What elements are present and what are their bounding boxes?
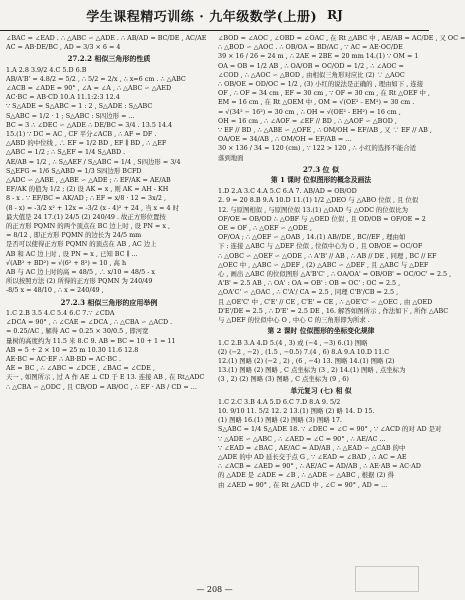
answer-line: AE = BC , ∴ ∠ABC = ∠DCE , ∠BAC = ∠CDE , <box>6 364 155 373</box>
watermark-logo <box>355 566 419 592</box>
answer-line: 8 - x . ∵ EF/BC = AK/AD ; ∴ EF = x/8 · 12 = 3x/2 , <box>6 194 166 203</box>
answer-line: OE = OF , ∴ △OEF ∽ △ODE , <box>218 224 312 233</box>
answer-line: 10. 9/10 11. 5/2 12. 2 13.(1) 图略 (2) 略 14. D 15. <box>218 406 375 415</box>
answer-line: A'B' = 2.5 AB , ∴ OA' : OA = OB' : OB = OC' : OC = 2.5 , <box>218 279 401 288</box>
answer-line: 1.C 2.C 3.B 4.A 5.D 6.C 7.D 8.A 9. 5/2 <box>218 397 341 406</box>
answer-line: 是否可以使得正方形 PQMN 的顶点在 AB , AC 边上 <box>6 240 157 249</box>
answer-line: S△EFG = 1/6 S△ABD = 1/3 S四边形 BCFD <box>6 166 142 175</box>
answer-line: 下 : 连接 △ABC 与 △DEF 位似 , 位似中心为 O , 且 OB/OE = OC/OF <box>218 242 423 251</box>
answer-line: ∠DCA = 90° , ∴ ∠CAE = ∠DCA , ∴ △CBA ∽ △ACD . <box>6 318 173 327</box>
answer-line: EF/AK 的值为 1/2 ; (2) 设 AK = x , 则 AK = AH - KH <box>6 185 169 194</box>
section-heading: 第 2 课时 位似图形的坐标变化规律 <box>267 327 375 336</box>
answer-line: ∴ ∠ACB = ∠AED = 90° , ∴ AE/AC = AD/AB , ∴ AE·AB = AC·AD <box>218 462 421 471</box>
left-column <box>6 34 212 569</box>
answer-line: EM = 16 cm , 在 Rt △OEM 中 , OM = √(OE² - EM²) = 30 cm . <box>218 98 415 107</box>
answer-line: △OA'C' ∽ △OAC , ∴ C'A'/ CA = 2.5 , 同理 C'B'/CB = 2.5 , <box>218 288 399 297</box>
page-number-text: 208 <box>206 585 223 594</box>
answer-line: 且 △OE'C' 中 , C'E' // CE , C'E' = CE , ∴ △OE'C' ∽ △OEC , 由 △OED <box>218 297 433 306</box>
answer-line: AB 与 AC 边上时的高 = 48/5 , ∴ x/10 = 48/5 - x <box>6 268 156 277</box>
answer-line: 最大值是 24 17.(1) 24/5 (2) 240/49 . 故正方形位置按 <box>6 212 166 221</box>
answer-line: AB/A'B' = 4.8/2 = 5/2 , ∴ 5/2 = 2/x , ∴ x=6 cm . ∴ △ABC <box>6 74 186 83</box>
answer-line: 30 × 136 / 34 = 120 (cm) , ∵ 122 > 120 , ∴ 小红的选择不能合适 <box>218 144 417 153</box>
answer-line: (3 , 2) (2) 图略 (3) 图略 , C 点坐标为 (9 , 6) <box>218 375 349 384</box>
answer-line: -8/5 x = 48/10 , ∴ x = 240/49 , <box>6 286 104 295</box>
answer-line: 由 ∠AED = 90° , 在 Rt △ACD 中 , ∠C = 90° , AD = ... <box>218 480 388 489</box>
answer-line: OF , ∴ OF = 34 cm , EF = 30 cm , ∵ OF = 30 cm , 在 Rt △OEF 中 , <box>218 89 430 98</box>
answer-line: △OEC 中 , △ABC ∽ △DEF , (2) △ABC ∽ △DEF , 且 △ABC 与 △DEF <box>218 260 429 269</box>
answer-line: ∵ ∠EAD = ∠BAC , AE/AC = AD/AB , ∴ △EAD ∽ △CAB 的中 <box>218 443 406 452</box>
answer-line: 13.(1) 图略 (2) 图略 , C 点坐标为 (3 , 2) 14.(1) 图略 , 点坐标为 <box>218 366 406 375</box>
answer-line: △ADC ∽ △ABE , △ABE ∽ △ADE ; ∴ EF/AK = AE/AB <box>6 176 171 185</box>
answer-line: √(AB² + BD²) = √(6² + 8²) = 10 , 高 h <box>6 258 127 267</box>
page-number: — 208 — <box>196 585 233 594</box>
answer-line: = 0.25/AC , 解得 AC = 0.25 × 30/0.5 , 即河宽 <box>6 327 149 336</box>
answer-line: 落到地面 <box>218 153 244 162</box>
answer-line: ∠BAC = ∠EAD . ∴ △ABC ∽ △ADE . ∴ AB/AD = BC/DE , AC/AE <box>6 34 207 42</box>
answer-line: 12. 与原图相似 , 与原图位似 13.(1) △OAD 与 △ODC 的位似比为 <box>218 205 408 214</box>
answer-line: ∵ EF // BD , ∴ △ABE ∽ △OFE , ∴ OM/OH = EF/AB , 又 ∵ EF // AB , <box>218 126 432 135</box>
answer-line: 39 × 16 / 26 = 24 m , ∴ 2AE = 2BE = 20 mm 14.(1) ∵ OM = 1 <box>218 52 419 61</box>
answer-line: 1.C 2.B 3.A 4.D 5.(4 , 3) 或 (−4 , −3) 6.(1) 图略 <box>218 338 368 347</box>
answer-line: AE·BC = AC·EF ∴ AB·BD = AC·BC . <box>6 354 122 363</box>
answer-line: (8 - x) = -3/2 x² + 12x = -3/2 (x - 4)² + 24 , 当 x = 4 时 <box>6 203 179 212</box>
section-heading: 27.2.3 相似三角形的应用举例 <box>60 297 158 307</box>
answer-line: = 8/12 , 即正方形 PQMN 的边长为 24/5 mm <box>6 231 142 240</box>
answer-line: ∵ △ADE ∽ △ABC , ∴ ∠AED = ∠C = 90° , ∴ AE/AC ... <box>218 434 386 443</box>
answer-line: OA/OE = 34/AB , ∴ OM/OH = EF/AB = ... <box>218 135 352 144</box>
answer-line: 1.A 2.8 3.9/2 4.C 5.D 6.B <box>6 65 87 74</box>
answer-line: ∴ OB/OE = OD/OC = 1/2 , (3) 小红的说法是正确的 , 理由如下 , 连接 <box>218 80 424 89</box>
answer-line: △ABD 的中位线 , ∴ EF = 1/2 BD , EF ∥ BD , ∴ △EF <box>6 139 167 148</box>
section-heading: 单元复习 (七) 相 似 <box>290 386 352 395</box>
answer-line: ∠ACB = ∠ADE = 90° , ∠A = ∠A , ∴ △ABC ∽ △AED <box>6 84 172 93</box>
answer-line: 的 △ADE 是 ∠ADE = ∠B , ∴ △ADE ∽ △ABC , 根据 (2) 得 <box>218 471 394 480</box>
answer-line: 量树的高度约为 11.5 米 8.C 9. AB = BC = 10 + 1 = 11 <box>6 336 176 345</box>
answer-line: △ADE 的中 AD 延长交于点 G , ∵ ∠EAD = ∠BAD , ∴ AC = AE <box>218 452 407 461</box>
answer-line: ∴ △BOD ∽ △AOC . ∴ OB/OA = BD/AC , ∵ AC = AE·OC/DE <box>218 43 403 52</box>
answer-line: OA = OB = 1/2 AB , ∴ OA/OB = OC/OD = 1/2 , ∴ ∠AOC = <box>218 61 404 70</box>
answer-line: △ABC = 1/2 ; ∴ S△EF = 1/4 S△ABD . <box>6 148 126 157</box>
answer-line: 的正方形 PQMN 的两个顶点在 BC 边上时 , 设 PN = x , <box>6 222 171 231</box>
answer-line: AE/AB = 1/2 , ∴ S△AEF / S△ABC = 1/4 , S四边形 = 3/4 <box>6 157 181 166</box>
answer-line: ∴ △CBA ∽ △ODC , 且 CB/OD = AB/OC , ∴ EF · AB / CD = ... <box>6 382 197 391</box>
section-heading: 第 1 课时 位似图形的概念及画法 <box>270 176 372 185</box>
answer-line: (1) 图略 16.(1) 图略 (2) 图略 (3) 图略 17. <box>218 416 342 425</box>
answer-line: AC = AB·DE/BC , AD = 3/3 × 6 = 4 <box>6 43 121 52</box>
answer-line: 心 , 画出 △ABC 的位似图形 △A'B'C' , ∴ OA/OA' = OB/OB' = OC/OC' = 2.5 , <box>218 270 452 279</box>
answer-line: 15.(1) ∵ DC = AC , CF 平分∠ACB , ∴ AF = DF . <box>6 130 157 139</box>
answer-line: BC = 3 ∴ ∠DEC ∽ △ADE ∴ DE/BC = 3/4 . 13.5 14.4 <box>6 120 173 129</box>
answer-line: 天一 , 如图所示 , 过 A 作 AE ⊥ CD 于 E 13. 连接 AB , 在 Rt△ADC <box>6 373 205 382</box>
answer-line: S△ABC = 1/4 S△ADE 18. ∵ ∠DEC = ∠C = 90° , ∵ ∠ACD 的对 AD 是对 <box>218 425 442 434</box>
answer-line: 1.C 2.B 3.5 4.C 5.4 6.C 7.∵ ∠CDA <box>6 308 115 317</box>
edition-code: RJ <box>327 8 343 22</box>
answer-line: S△ABC = 1/2 · 1 ; S△ABC : S四边形 = ... <box>6 111 135 120</box>
answer-line: ∵ S△ADE = S△ABC = 1 : 2 , S△ADE : S△ABC <box>6 102 153 111</box>
answer-line: 2. 9 = 20 8.B 9.A 10.D 11.(1) 1/2 △DEO 与 △ABO 位似 , 且 位似 <box>218 196 419 205</box>
answer-line: OF/OA ; ∴ △OEF ∽ △OAB , 14.(1) AB//DE , BC//EF , 理由如 <box>218 233 406 242</box>
answer-line: OF/OE = OB/OD ∴ △OBF 与 △OED 位似 , 且 OD/OB = OF/OE = 2 <box>218 214 426 223</box>
answer-line: 1.D 2.A 3.C 4.A 5.C 6.A 7. AB/AD = OB/OD <box>218 187 357 196</box>
answer-line: 12.(1) 图略 (2) (−2 , 2) , (6 , −4) 13. 图略 14.(1) 图略 (2) <box>218 356 395 365</box>
answer-line: (2) (−2 , −2) , (1.5 , −0.5) 7.(4 , 6) 8.A 9.A 10.D 11.C <box>218 347 390 356</box>
book-title: 学生课程精巧训练 · 九年级数学(上册) <box>86 9 318 25</box>
answer-line: = √(34² − 16²) = 30 cm , ∴ OH = √(OE² - EH²) = 16 cm , <box>218 107 401 116</box>
answer-line: AC·BC = AB·CD 10.A 11.1:2:3 12.4 <box>6 93 120 102</box>
answer-line: OH = 16 cm , ∴ ∠AOF = ∠EF // BD , ∴ △AOF ∽ △BOD , <box>218 116 397 125</box>
section-heading: 27.2.2 相似三角形的性质 <box>67 54 151 64</box>
answer-line: ∠COD , ∴ △AOC ∽ △BOD , 由相似三角形对应比 (2) ∵ △AOC <box>218 70 405 79</box>
page-header <box>0 0 429 31</box>
answer-line: 与 △DEF 的位似中心 O , 中心 C 的三角形即为所求 . <box>218 316 370 325</box>
right-column <box>218 34 465 569</box>
answer-line: ∠BOD = ∠AOC , ∠OBD = ∠OAC , 在 Rt △ABC 中 , AE/AB = AC/DE , 又 OC = <box>218 34 465 42</box>
answer-line: ∴ △OBC ∽ △OEF ∽ △ODE , ∴ A'B' // AB , ∴ AB // DE , 同理 , BC // EF <box>218 251 437 260</box>
answer-line: AB = 5 ÷ 2 × 10 = 25 m 10.30 11.6 12.8 <box>6 345 139 354</box>
answer-line: 所以按照方法 (2) 所得的正方形 PQMN 为 240/49 <box>6 277 153 286</box>
section-heading: 27.3 位 似 <box>303 164 339 174</box>
answer-line: AB 和 AC 边上时 , 设 PN = x , 已知 BC ∥ ... <box>6 249 138 258</box>
answer-line: D'E'/DE = 2.5 , ∴ D'E' = 2.5 DE , 16. 解答如图所示 , 作法如下 , 所作 △ABC <box>218 306 449 315</box>
